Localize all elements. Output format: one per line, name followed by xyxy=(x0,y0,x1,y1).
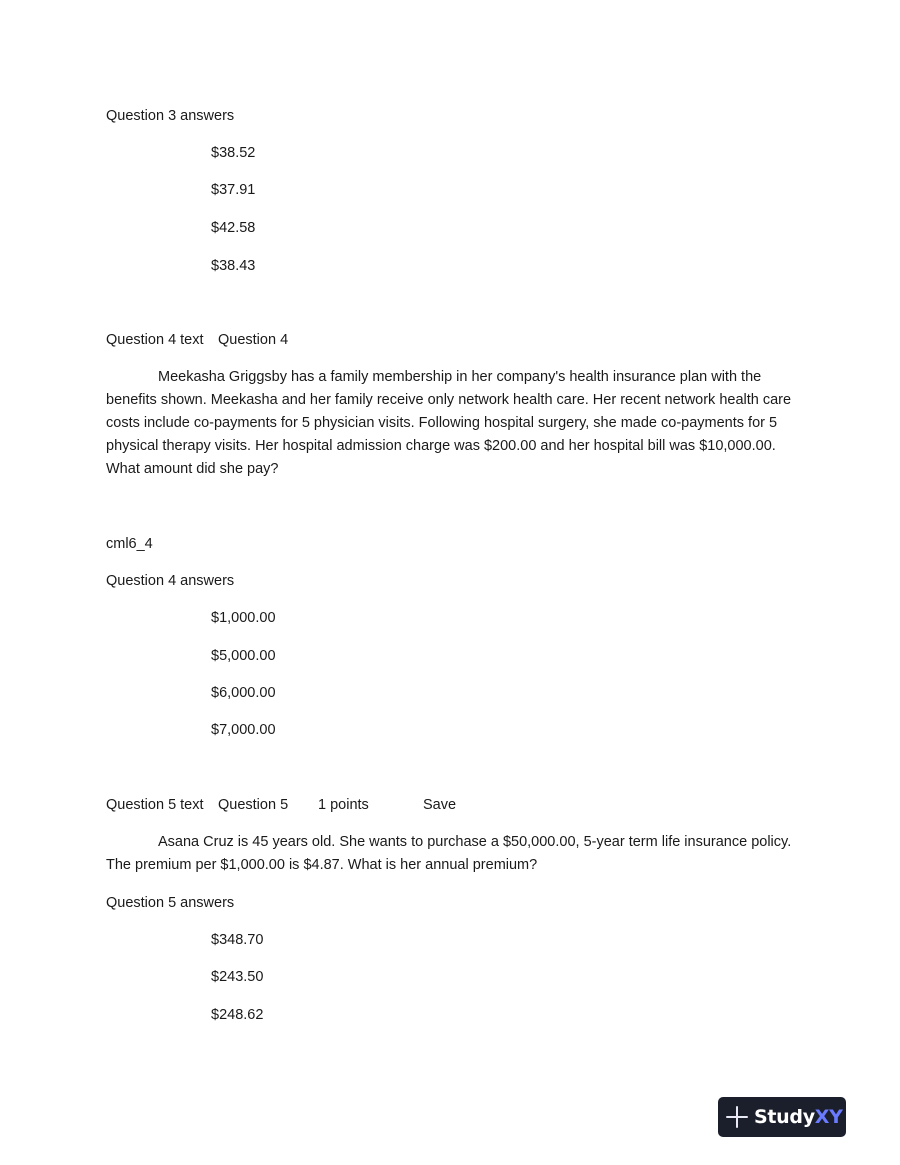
q4-question-body: Meekasha Griggsby has a family membership in her company's health insurance plan with the benefits shown. Meekasha and her family receive only network health care. Her recent network health care costs include co-payments for 5 physician visits. Following hospital surgery, she made co-payments for 5 physical therapy visits. Her hospital admission charge was $200.00 and her hospital bill was $10,000.00. What amount did she pay? xyxy=(106,369,792,477)
q5-header-text: Question 5 text xyxy=(106,797,204,813)
q5-answer-option[interactable]: $348.70 xyxy=(211,932,264,948)
q3-answer-option[interactable]: $38.43 xyxy=(211,258,256,274)
q4-answer-option[interactable]: $6,000.00 xyxy=(211,685,276,701)
q4-answer-option[interactable]: $7,000.00 xyxy=(211,722,276,738)
plus-icon xyxy=(726,1106,748,1128)
q4-answers-label: Question 4 answers xyxy=(106,573,235,589)
q5-header-number: Question 5 xyxy=(218,797,289,813)
q3-answer-option[interactable]: $38.52 xyxy=(211,145,256,161)
logo-text-main: Study xyxy=(754,1106,815,1128)
q5-save-button[interactable]: Save xyxy=(423,797,457,813)
q4-header-text: Question 4 text xyxy=(106,332,204,348)
q5-question-body: Asana Cruz is 45 years old. She wants to purchase a $50,000.00, 5-year term life insurance policy. The premium per $1,000.00 is $4.87. What is her annual premium? xyxy=(106,834,792,873)
q5-answers-label: Question 5 answers xyxy=(106,895,235,911)
q5-answer-option[interactable]: $243.50 xyxy=(211,969,264,985)
logo-text-accent: XY xyxy=(814,1106,843,1128)
q3-answers-label: Question 3 answers xyxy=(106,108,235,124)
studyxy-logo[interactable] xyxy=(718,1097,846,1137)
logo-text xyxy=(754,1106,843,1128)
q3-answer-option[interactable]: $37.91 xyxy=(211,182,256,198)
q4-header-number: Question 4 xyxy=(218,332,289,348)
q5-answer-option[interactable]: $248.62 xyxy=(211,1007,264,1023)
q4-image-reference: cml6_4 xyxy=(106,536,153,552)
q4-answer-option[interactable]: $1,000.00 xyxy=(211,610,276,626)
q5-points: 1 points xyxy=(318,797,369,813)
q4-answer-option[interactable]: $5,000.00 xyxy=(211,648,276,664)
q3-answer-option[interactable]: $42.58 xyxy=(211,220,256,236)
